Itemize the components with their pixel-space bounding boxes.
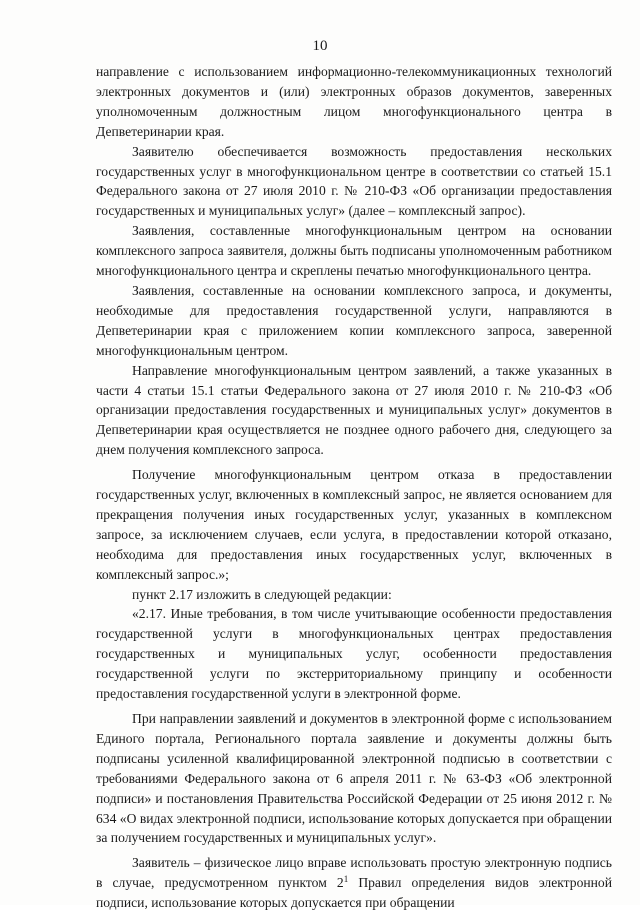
paragraph-complex-request-possibility: Заявителю обеспечивается возможность предоставления нескольких государственных услуг в многофункциональном центре в соответствии со статьей 15.1 Федерального закона от 27 июля 2010 г. № 210-ФЗ «Об организации предоставления государственных и муниципальных услуг» (далее – комплексный запрос). [96,143,612,219]
paragraph-simple-electronic-signature [96,853,612,913]
paragraph-refusal-consequences: Получение многофункциональным центром отказа в предоставлении государственных услуг, включенных в комплексный запрос, не является основанием для прекращения получения иных государственных услуг, указанных в комплексном запросе, за исключением случаев, если услуга, в предоставлении которой отказано, необходима для предоставления иных государственных услуг, включенных в комплексный запрос.»; [96,467,612,582]
paragraph-electronic-signature-requirement: При направлении заявлений и документов в электронной форме с использованием Единого портала, Регионального портала заявление и документы должны быть подписаны усиленной квалифицированной электронной подписью в соответствии с требованиями Федерального закона от 6 апреля 2011 г. № 63-ФЗ «Об электронной подписи» и постановления Правительства Российской Федерации от 25 июня 2012 г. № 634 «О видах электронной подписи, использование которых допускается при обращении за получением государственных и муниципальных услуг». [96,711,612,846]
paragraph-text-after-footnote: Правил определения видов электронной подписи, использование которых допускается при обращении [96,875,612,911]
superscript-marker: 1 [343,874,349,885]
paragraph-clause-2-17-intro: пункт 2.17 изложить в следующей редакции: [132,586,392,602]
paragraph-forwarding-deadline: Направление многофункциональным центром заявлений, а также указанных в части 4 статьи 15.1 статьи Федерального закона от 27 июля 2010 г. № 210-ФЗ «Об организации предоставления государственных и муниципальных услуг» документов в Депветеринарии края осуществляется не позднее одного рабочего дня, следующего за днем получения комплексного запроса. [96,362,612,458]
page-number: 10 [312,38,328,54]
paragraph-applications-forwarding: Заявления, составленные на основании комплексного запроса, и документы, необходимые для предоставления государственной услуги, направляются в Депветеринарии края с приложением копии комплексного запроса, заверенной многофункциональным центром. [96,282,612,358]
document-body [96,62,612,913]
paragraph-text-before-footnote: Заявитель – физическое лицо вправе использовать простую электронную подпись в случае, предусмотренном пунктом 2 [96,855,612,891]
paragraph-mfc-document-submission: направление с использованием информационно-телекоммуникационных технологий электронных документов и (или) электронных образов документов, заверенных уполномоченным должностным лицом многофункционального центра в Депветеринарии края. [96,64,612,139]
paragraph-applications-signing: Заявления, составленные многофункциональным центром на основании комплексного запроса заявителя, должны быть подписаны уполномоченным работником многофункционального центра и скреплены печатью многофункционального центра. [96,223,612,279]
paragraph-clause-2-17-text: «2.17. Иные требования, в том числе учитывающие особенности предоставления государственной услуги в многофункциональных центрах предоставления государственных и муниципальных услуг, особенности предоставления государственной услуги по экстерриториальному принципу и особенности предоставления государственной услуги в электронной форме. [96,606,612,702]
